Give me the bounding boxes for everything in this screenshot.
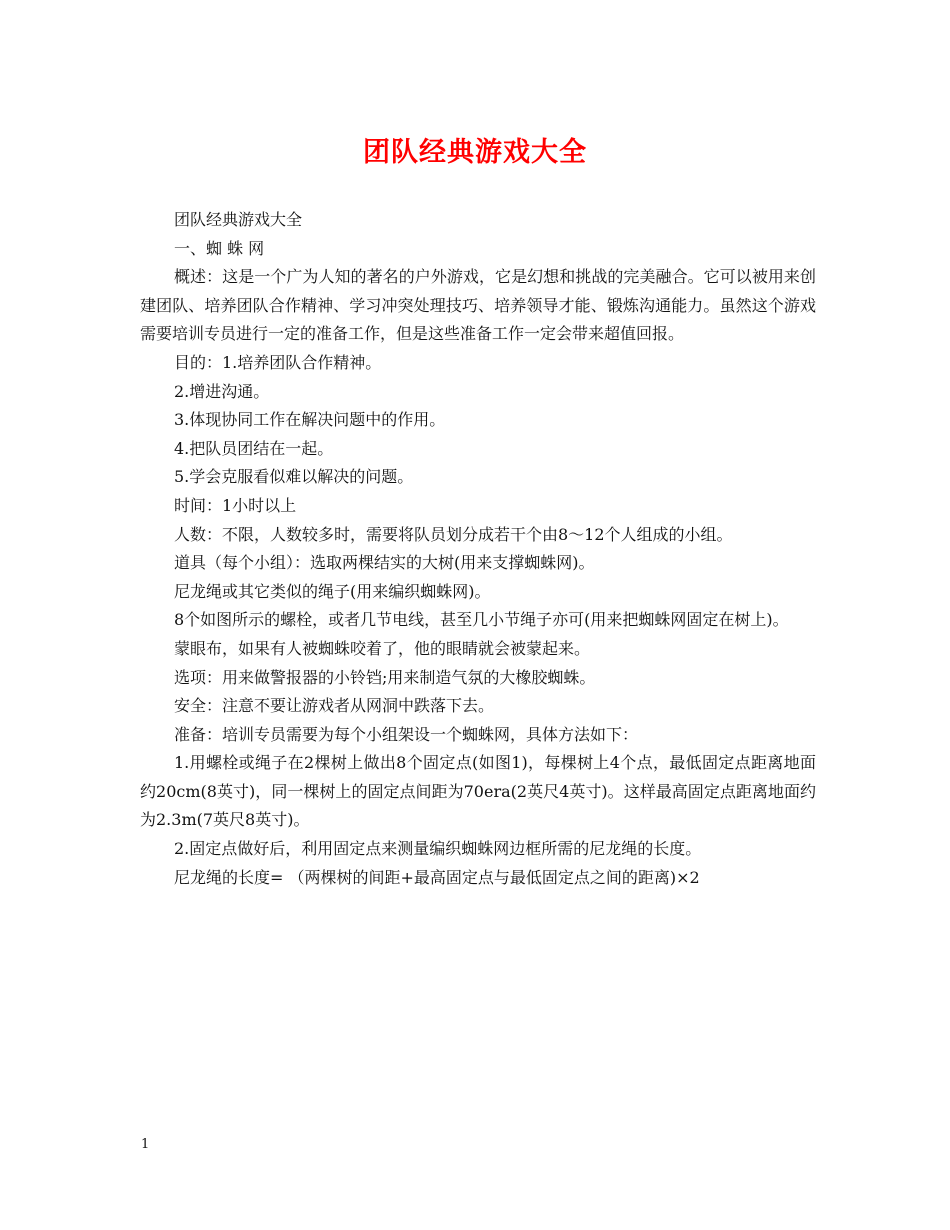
list-item: 3.体现协同工作在解决问题中的作用。 bbox=[174, 410, 446, 430]
paragraph: 人数：不限，人数较多时，需要将队员划分成若干个由8～12个人组成的小组。 bbox=[174, 524, 733, 544]
paragraph: 道具（每个小组）：选取两棵结实的大树(用来支撑蜘蛛网)。 bbox=[174, 553, 595, 573]
page-number: 1 bbox=[141, 1137, 150, 1152]
page-title: 团队经典游戏大全 bbox=[363, 137, 587, 168]
list-item: 2.增进沟通。 bbox=[174, 381, 270, 401]
section-heading: 一、蜘 蛛 网 bbox=[174, 238, 265, 258]
document-body bbox=[140, 206, 816, 892]
list-item: 5.学会克服看似难以解决的问题。 bbox=[174, 467, 414, 487]
paragraph: 目的：1.培养团队合作精神。 bbox=[174, 352, 382, 372]
paragraph: 安全：注意不要让游戏者从网洞中跌落下去。 bbox=[174, 696, 495, 716]
list-item: 2.固定点做好后，利用固定点来测量编织蜘蛛网边框所需的尼龙绳的长度。 bbox=[174, 839, 702, 859]
paragraph: 团队经典游戏大全 bbox=[174, 210, 303, 229]
paragraph: 概述：这是一个广为人知的著名的户外游戏，它是幻想和挑战的完美融合。它可以被用来创建团队、培养团队合作精神、学习冲突处理技巧、培养领导才能、锻炼沟通能力。虽然这个游戏需要培训专员进行一定的准备工作，但是这些准备工作一定会带来超值回报。 bbox=[140, 267, 816, 344]
paragraph: 蒙眼布，如果有人被蜘蛛咬着了，他的眼睛就会被蒙起来。 bbox=[174, 638, 591, 658]
paragraph: 时间：1小时以上 bbox=[174, 495, 297, 515]
paragraph: 选项：用来做警报器的小铃铛;用来制造气氛的大橡胶蜘蛛。 bbox=[174, 667, 596, 687]
paragraph: 尼龙绳或其它类似的绳子(用来编织蜘蛛网)。 bbox=[174, 581, 491, 601]
list-item: 1.用螺栓或绳子在2棵树上做出8个固定点(如图1)，每棵树上4个点，最低固定点距离地面约20cm(8英寸)，同一棵树上的固定点间距为70era(2英尺4英寸)。这样最高固定点距离地面约为2.3m(7英尺8英寸)。 bbox=[140, 753, 816, 830]
list-item: 4.把队员团结在一起。 bbox=[174, 438, 334, 458]
paragraph: 准备：培训专员需要为每个小组架设一个蜘蛛网，具体方法如下： bbox=[174, 724, 639, 744]
paragraph: 8个如图所示的螺栓，或者几节电线，甚至几小节绳子亦可(用来把蜘蛛网固定在树上)。 bbox=[174, 610, 789, 630]
paragraph: 尼龙绳的长度= （两棵树的间距+最高固定点与最低固定点之间的距离)×2 bbox=[174, 867, 700, 887]
